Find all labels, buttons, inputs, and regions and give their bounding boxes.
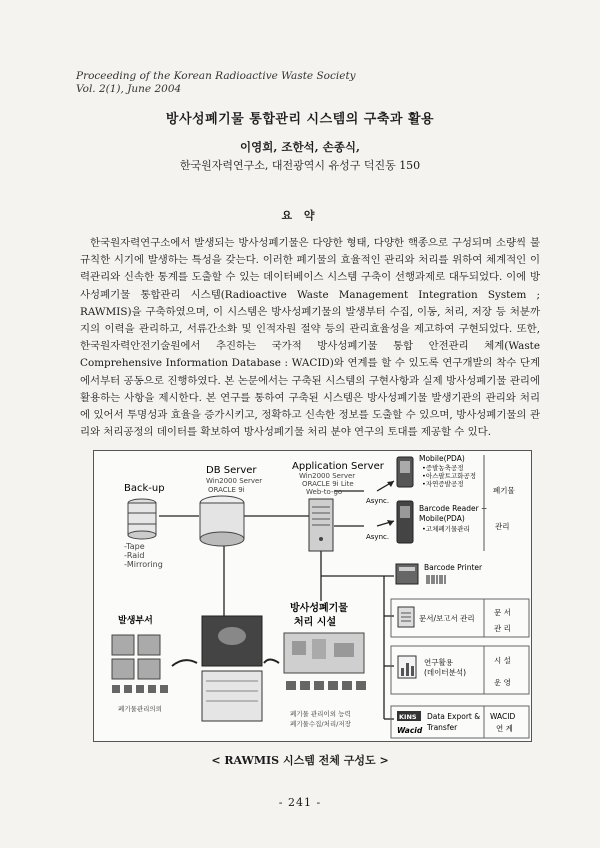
paper-authors: 이영희, 조한석, 손종식, [240,140,360,154]
mobile-item-3: •자연증발공정 [422,480,464,488]
research-label-1: 연구활용 [424,658,453,667]
abstract-heading: 요 약 [281,209,319,222]
barcode-reader-title-1: Barcode Reader + [419,504,488,513]
waste-mgmt-label-1: 폐기물 [493,486,515,495]
facility-label-1: 방사성폐기물 [290,603,348,614]
right-label-facility-1: 시 설 [494,656,511,665]
right-label-doc-1: 문 서 [494,608,511,617]
waste-mgmt-label-2: 관리 [495,522,510,531]
app-server-os: Win2000 Server [299,472,356,480]
chart-icon [398,656,416,678]
facility-label-2: 처리 시설 [294,617,337,628]
kins-logo-text: KINS [399,713,417,721]
data-export-label-1: Data Export & [427,712,481,721]
system-diagram-svg [94,451,531,741]
db-server-os: Win2000 Server [206,477,263,485]
barcode-reader-icon [397,501,413,543]
facility-caption-2: 폐기물수집/처리/저장 [290,720,351,728]
doc-mgmt-label: 문서/보고서 관리 [419,614,475,623]
source-dept-title: 발생부서 [118,616,153,626]
backup-item-mirroring: -Mirroring [124,560,163,569]
arrow-left-icon [172,660,197,666]
wacid-logo-text: Wacid [397,726,423,735]
backup-item-tape: -Tape [124,542,145,551]
mobile-title: Mobile(PDA) [419,454,465,463]
right-label-facility-2: 운 영 [494,678,511,687]
backup-item-raid: -Raid [124,551,145,560]
db-server-db: ORACLE 9i [208,486,245,494]
mobile-item-2: •아스팔트고화공정 [422,472,477,480]
backup-title: Back-up [124,483,165,494]
barcode-printer-icon [396,564,418,584]
db-server-title: DB Server [206,465,257,476]
backup-disks-icon [128,499,156,539]
facility-caption-1: 폐기물 관리이외 능력 [290,710,351,718]
database-cylinder-icon [200,496,244,546]
system-screen-icon [202,616,262,721]
barcode-printer-label: Barcode Printer [424,563,483,572]
paper-affiliation: 한국원자력연구소, 대전광역시 유성구 덕진동 150 [179,159,421,172]
barcode-reader-title-2: Mobile(PDA) [419,514,465,523]
right-label-wacid-1: WACID [490,712,516,721]
facility-building-icon [284,633,364,673]
journal-volume: Vol. 2(1), June 2004 [76,83,182,95]
server-tower-icon [309,499,333,551]
research-label-2: (데이터분석) [424,668,467,677]
barcode-reader-item: •고체폐기물관리 [422,525,470,533]
async-label-2: Async. [366,533,390,541]
journal-name: Proceeding of the Korean Radioactive Waste Society [76,70,356,82]
facility-computers-icon [286,681,366,690]
source-computers-icon [112,685,168,693]
source-caption: 폐기물관리의뢰 [118,705,162,713]
right-label-wacid-2: 연 계 [496,724,513,733]
arrow-right-icon [264,660,279,664]
app-server-title: Application Server [292,461,384,472]
mobile-item-1: •증발농축공정 [422,464,464,472]
paper-title: 방사성폐기물 통합관리 시스템의 구축과 활용 [165,112,435,127]
async-label-1: Async. [366,497,390,505]
figure-caption: < RAWMIS 시스템 전체 구성도 > [211,754,389,767]
app-server-db: ORACLE 9i Lite [302,480,354,488]
barcode-icon [427,575,445,584]
source-buildings-icon [112,635,160,679]
data-export-label-2: Transfer [427,723,458,732]
document-icon [398,607,414,627]
abstract-body: 한국원자력연구소에서 발생되는 방사성폐기물은 다양한 형태, 다양한 핵종으로 구성되며 소량씩 불규칙한 시기에 발생하는 특성을 갖는다. 이러한 폐기물의 효율적인 관리와 처리를 위하여 체계적인 이력관리와 신속한 통계를 도출할 수 있는 데이터베이스 시스템 구축이 선행과제로 대두되었다. 이에 방사성폐기물 통합관리 시스템(Radioactive Waste Management Integration System ; RAWMIS)을 구축하였으며, 이 시스템은 방사성폐기물의 발생부터 수집, 이동, 처리, 저장 등 처분까지의 이력을 관리하고, 서류간소화 및 인적자원 절약 등의 관리효율성을 제고하여 구현되었다. 또한, 한국원자력안전기술원에서 추진하는 국가적 방사성폐기물 통합 안전관리 체계(Waste Comprehensive Information Database : WACID)와 연계를 할 수 있도록 연구개발의 착수 단계에서부터 공동으로 진행하였다. 본 논문에서는 구축된 시스템의 구현사항과 실제 방사성폐기물 관리에 활용하는 사항을 제시한다. 본 연구를 통하여 구축된 시스템은 방사성폐기물 발생기관의 관리와 처리에 있어서 투명성과 효율을 증가시키고, 정확하고 신속한 정보를 도출할 수 있으며, 방사성폐기물의 관리와 처리공정의 데이터를 확보하여 방사성폐기물 처리 분야 연구의 토대를 제공할 수 있다. [80,237,540,439]
page-number: - 241 - [278,796,322,809]
pda-icon [397,457,413,487]
journal-header [76,70,356,96]
right-label-doc-2: 관 리 [494,624,511,633]
app-server-web: Web-to-go [306,488,343,496]
system-diagram [93,450,532,742]
